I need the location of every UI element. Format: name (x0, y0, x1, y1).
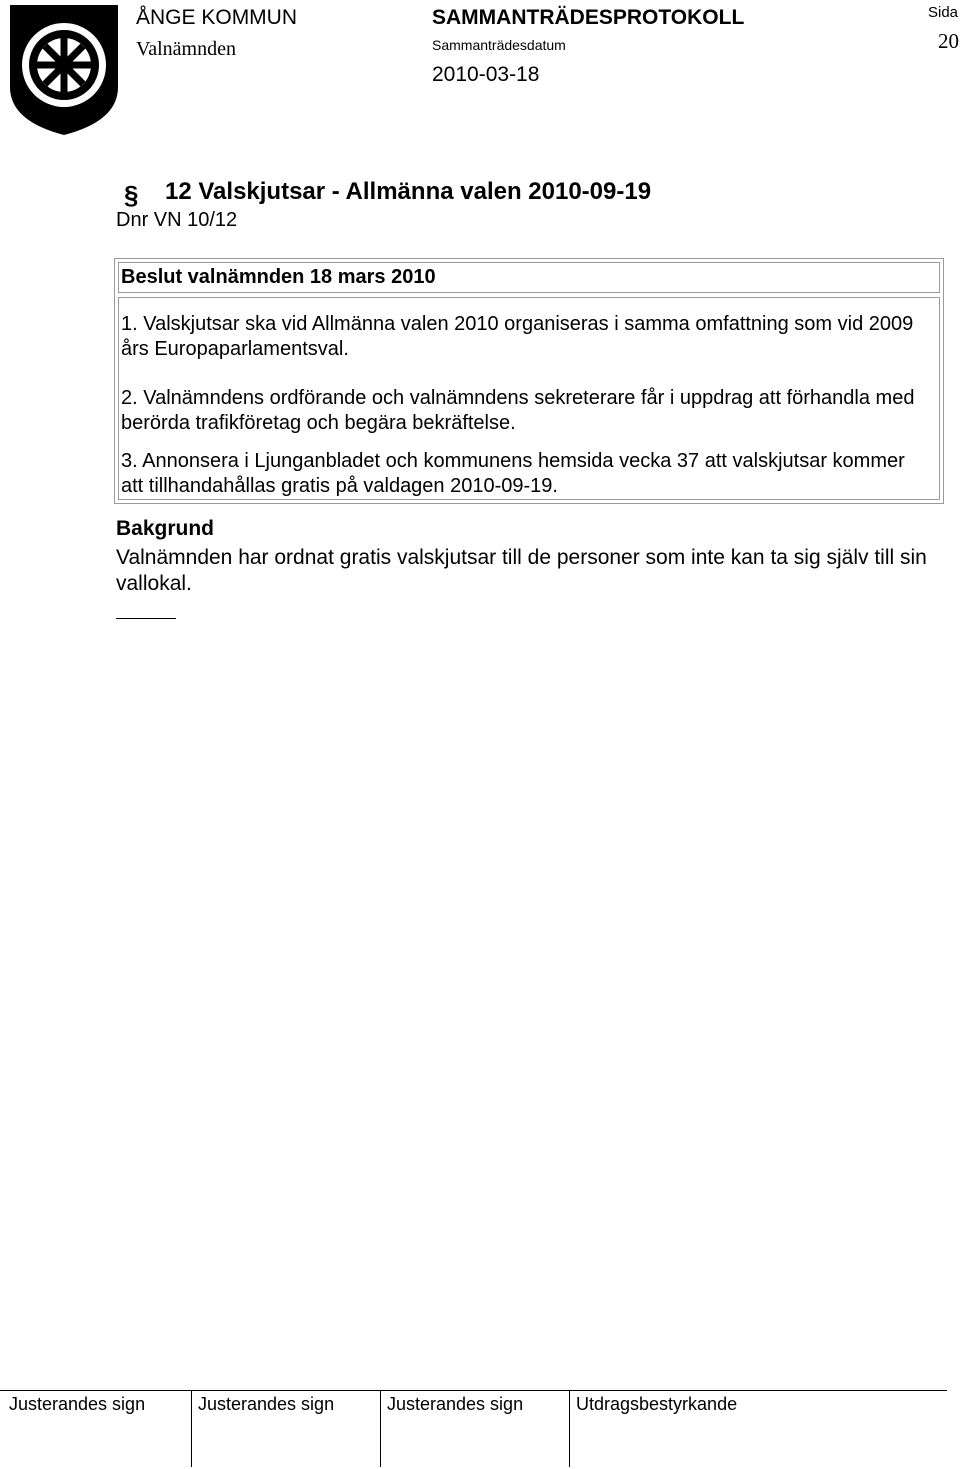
footer-divider (569, 1391, 570, 1467)
section-mark: § (124, 180, 139, 210)
footer-signature-cell: Justerandes sign (198, 1394, 335, 1414)
document-type-title: SAMMANTRÄDESPROTOKOLL (432, 6, 745, 29)
footer-divider (380, 1391, 381, 1467)
footer-rule (0, 1390, 947, 1391)
background-text: Valnämnden har ordnat gratis valskjutsar till de personer som inte kan ta sig själv till sin vallokal. (116, 546, 927, 595)
decision-item: 3. Annonsera i Ljunganbladet och kommunens hemsida vecka 37 att valskjutsar kommer att tillhandahållas gratis på valdagen 2010-09-19. (121, 450, 905, 497)
page-label: Sida (928, 4, 959, 21)
municipal-coat-of-arms-logo (8, 3, 120, 137)
meeting-date: 2010-03-18 (432, 63, 540, 86)
decision-item: 1. Valskjutsar ska vid Allmänna valen 2010 organiseras i samma omfattning som vid 2009 års Europaparlamentsval. (121, 313, 914, 360)
footer-certification-cell: Utdragsbestyrkande (576, 1394, 738, 1414)
end-rule (116, 618, 176, 619)
footer-divider (191, 1391, 192, 1467)
background-heading: Bakgrund (116, 517, 215, 540)
page-number: 20 (938, 29, 959, 53)
footer-signature-cell: Justerandes sign (387, 1394, 524, 1414)
footer-signature-cell: Justerandes sign (9, 1394, 146, 1414)
municipality-name: ÅNGE KOMMUN (136, 6, 298, 29)
decision-item: 2. Valnämndens ordförande och valnämndens sekreterare får i uppdrag att förhandla med berörda trafikföretag och begära bekräftelse. (121, 387, 915, 434)
diary-number: Dnr VN 10/12 (116, 209, 238, 231)
decision-title: Beslut valnämnden 18 mars 2010 (121, 266, 436, 288)
section-title: 12 Valskjutsar - Allmänna valen 2010-09-19 (165, 178, 652, 205)
committee-name: Valnämnden (136, 38, 236, 60)
meeting-date-label: Sammanträdesdatum (432, 37, 566, 53)
